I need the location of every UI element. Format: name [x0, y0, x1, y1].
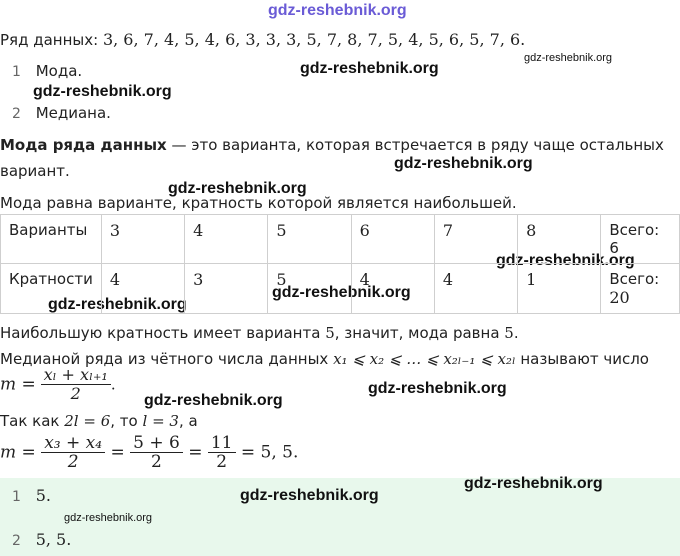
median-series-formula: x₁ ⩽ x₂ ⩽ … ⩽ x₂ₗ₋₁ ⩽ x₂ₗ: [333, 350, 516, 368]
fraction-denominator: 2: [216, 452, 228, 472]
table-row: [1, 215, 680, 264]
mode-definition-text: — это варианта, которая встречается в ряду чаще остальных: [166, 136, 664, 154]
fraction-numerator: 11: [208, 434, 236, 453]
watermark: gdz-reshebnik.org: [168, 180, 307, 197]
mode-term: Мода ряда данных: [0, 136, 167, 154]
task-item: [12, 104, 111, 122]
task-number: 1: [12, 64, 21, 80]
watermark: gdz-reshebnik.org: [33, 83, 172, 100]
watermark-small: gdz-reshebnik.org: [64, 512, 153, 524]
watermark: gdz-reshebnik.org: [144, 392, 283, 409]
calc-result: = 5, 5.: [240, 442, 299, 463]
watermark-small: gdz-reshebnik.org: [524, 52, 613, 64]
mode-definition: [0, 136, 664, 154]
answer-item: [12, 486, 51, 505]
table-header-cell: Варианты: [1, 215, 102, 264]
frequency-table: [0, 214, 680, 314]
table-cell: 4: [185, 215, 268, 264]
table-row: [1, 264, 680, 314]
since-text: , а: [178, 412, 198, 430]
mode-result-end: .: [513, 324, 519, 342]
calc-fraction: [41, 434, 105, 471]
data-series-line: [0, 30, 525, 49]
fraction-denominator: 2: [67, 452, 79, 472]
median-dot: .: [110, 375, 116, 394]
watermark: gdz-reshebnik.org: [240, 487, 379, 504]
fraction-numerator: xₗ + xₗ₊₁: [41, 366, 111, 385]
mode-result-text: , значит, мода равна: [334, 324, 505, 342]
table-cell: 3: [101, 215, 184, 264]
median-definition-text: называют число: [515, 350, 649, 368]
watermark: gdz-reshebnik.org: [464, 475, 603, 492]
median-calculation: [0, 434, 298, 478]
answer-value: 5.: [35, 486, 51, 505]
since-equation: l = 3: [142, 412, 179, 430]
answer-number: 1: [12, 489, 21, 505]
table-cell: 3: [185, 264, 268, 314]
since-text: Так как: [0, 412, 65, 430]
watermark: gdz-reshebnik.org: [48, 296, 187, 313]
watermark: gdz-reshebnik.org: [394, 155, 533, 172]
median-m: m =: [0, 374, 36, 395]
median-definition-text: Медианой ряда из чётного числа данных: [0, 350, 334, 368]
since-line: [0, 412, 198, 430]
table-total-label: Всего:: [609, 270, 660, 288]
mode-rule: Мода равна варианте, кратность которой является наибольшей.: [0, 194, 517, 212]
mode-result: [0, 324, 519, 342]
median-fraction: [41, 366, 111, 403]
table-total-cell: [601, 264, 680, 314]
task-label: Мода.: [35, 62, 83, 80]
task-label: Медиана.: [35, 104, 111, 122]
mode-result-text: Наибольшую кратность имеет варианта: [0, 324, 326, 342]
watermark: gdz-reshebnik.org: [272, 284, 411, 301]
table-cell: 5: [268, 264, 351, 314]
watermark-top: gdz-reshebnik.org: [268, 2, 407, 19]
table-cell: 4: [434, 264, 517, 314]
calc-fraction: [130, 434, 183, 471]
answer-item: [12, 530, 71, 549]
task-item: [12, 62, 82, 80]
since-text: , то: [110, 412, 143, 430]
fraction-numerator: x₃ + x₄: [41, 434, 105, 453]
table-cell: 4: [351, 264, 434, 314]
table-total-value: 20: [609, 288, 630, 307]
watermark: gdz-reshebnik.org: [496, 252, 635, 269]
equals-sign: =: [110, 442, 125, 463]
task-number: 2: [12, 106, 21, 122]
data-series-values: 3, 6, 7, 4, 5, 4, 6, 3, 3, 3, 5, 7, 8, 7, 5, 4, 5, 6, 5, 7, 6.: [102, 30, 526, 49]
table-cell: 4: [101, 264, 184, 314]
table-header-cell: Кратности: [1, 264, 102, 314]
watermark: gdz-reshebnik.org: [368, 380, 507, 397]
fraction-denominator: 2: [70, 384, 81, 403]
mode-definition-cont: вариант.: [0, 162, 70, 180]
table-total-cell: Всего: 6: [601, 215, 680, 264]
table-cell: 1: [518, 264, 601, 314]
mode-value: 5: [504, 324, 514, 342]
table-cell: 7: [434, 215, 517, 264]
mode-value: 5: [325, 324, 335, 342]
calc-fraction: [208, 434, 236, 471]
answer-value: 5, 5.: [35, 530, 72, 549]
fraction-denominator: 2: [151, 452, 162, 472]
median-formula: [0, 366, 116, 410]
data-series-label: Ряд данных:: [0, 31, 99, 49]
equals-sign: =: [188, 442, 203, 463]
answer-number: 2: [12, 533, 21, 549]
fraction-numerator: 5 + 6: [130, 434, 183, 453]
watermark: gdz-reshebnik.org: [300, 60, 439, 77]
calc-m: m =: [0, 442, 36, 463]
since-equation: 2l = 6: [64, 412, 111, 430]
table-cell: 5: [268, 215, 351, 264]
table-cell: 8: [518, 215, 601, 264]
table-cell: 6: [351, 215, 434, 264]
